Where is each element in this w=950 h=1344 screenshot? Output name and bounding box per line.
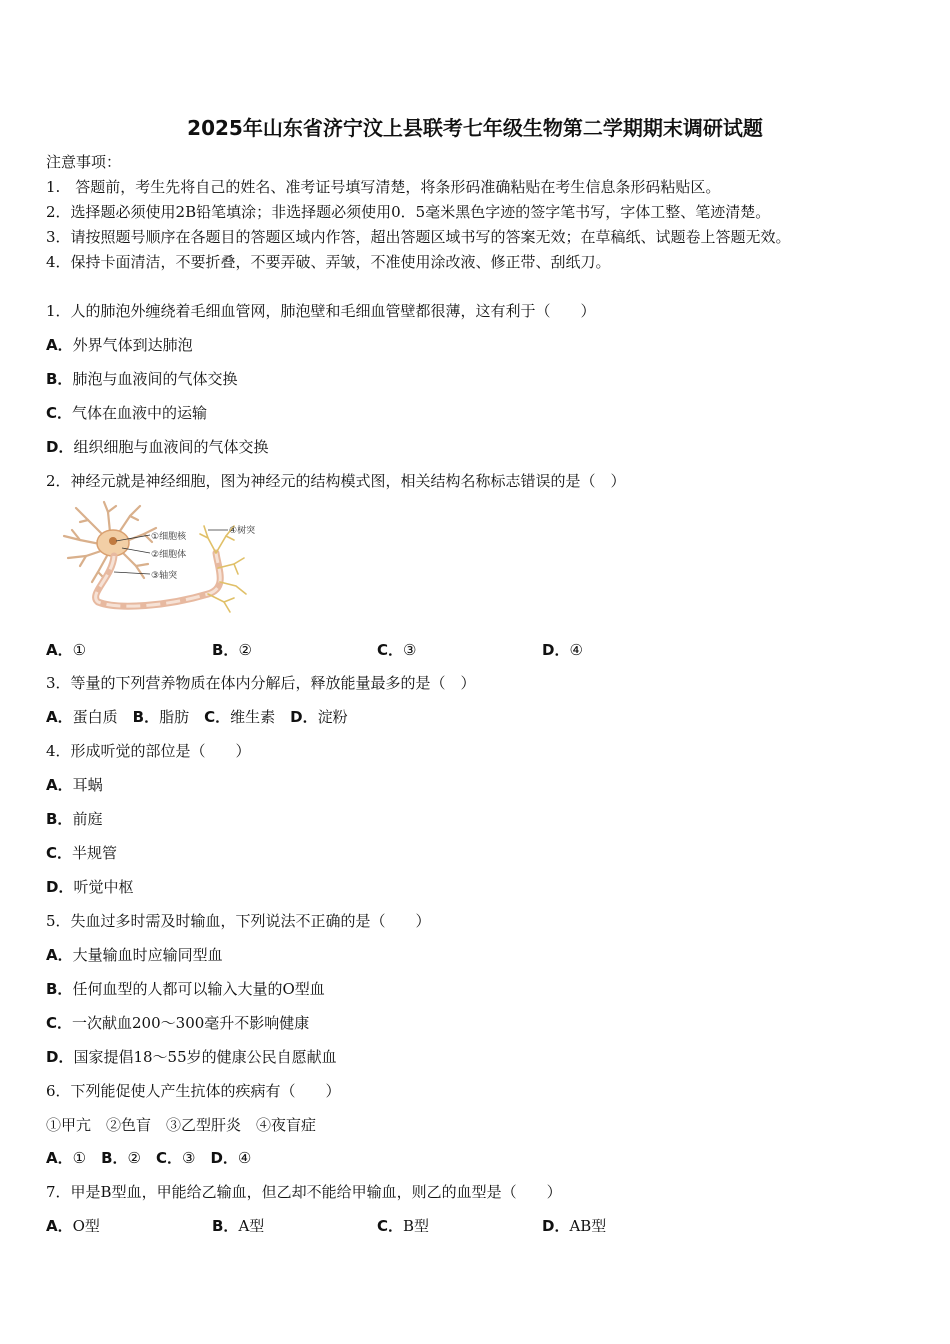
figure-label-cell-body: ②细胞体 [151,550,187,560]
figure-label-dendrite: ④树突 [229,526,256,536]
question-1-option-d: D．组织细胞与血液间的气体交换 [46,438,269,456]
question-5-option-d: D．国家提倡18～55岁的健康公民自愿献血 [46,1048,337,1066]
notes-heading: 注意事项： [46,153,122,171]
question-4-option-b: B．前庭 [46,810,103,828]
question-7-stem: 7．甲是B型血，甲能给乙输血，但乙却不能给甲输血，则乙的血型是（ ） [46,1183,562,1201]
question-6-options: A．① B．② C．③ D．④ [46,1149,252,1167]
question-4-option-c: C．半规管 [46,844,118,862]
question-2-options [46,639,746,659]
question-6-items: ①甲亢 ②色盲 ③乙型肝炎 ④夜盲症 [46,1116,317,1134]
question-7-options [46,1215,746,1235]
question-2-option-b: B．② [212,641,252,659]
neuron-diagram [58,498,278,620]
question-4-option-a: A．耳蜗 [46,776,103,794]
note-item-2: 2．选择题必须使用2B铅笔填涂；非选择题必须使用0．5毫米黑色字迹的签字笔书写，字体工整、笔迹清楚。 [46,203,771,221]
question-1-stem: 1．人的肺泡外缠绕着毛细血管网，肺泡壁和毛细血管壁都很薄，这有利于（ ） [46,302,596,320]
question-2-option-c: C．③ [377,641,417,659]
question-7-option-d: D．AB型 [542,1217,607,1235]
question-1-option-a: A．外界气体到达肺泡 [46,336,193,354]
question-4-option-d: D．听觉中枢 [46,878,134,896]
figure-label-nucleus: ①细胞核 [151,532,187,542]
question-7-option-a: A．O型 [46,1217,100,1235]
page-title: 2025年山东省济宁汶上县联考七年级生物第二学期期末调研试题 [187,116,763,140]
question-5-option-b: B．任何血型的人都可以输入大量的O型血 [46,980,325,998]
question-5-option-a: A．大量输血时应输同型血 [46,946,223,964]
question-3-options: A．蛋白质 B．脂肪 C．维生素 D．淀粉 [46,708,348,726]
question-2-stem: 2．神经元就是神经细胞，图为神经元的结构模式图，相关结构名称标志错误的是（ ） [46,472,626,490]
note-item-4: 4．保持卡面清洁，不要折叠，不要弄破、弄皱，不准使用涂改液、修正带、刮纸刀。 [46,253,611,271]
question-1-option-c: C．气体在血液中的运输 [46,404,208,422]
question-5-option-c: C．一次献血200～300毫升不影响健康 [46,1014,310,1032]
question-7-option-c: C．B型 [377,1217,430,1235]
question-6-stem: 6．下列能促使人产生抗体的疾病有（ ） [46,1082,341,1100]
question-4-stem: 4．形成听觉的部位是（ ） [46,742,251,760]
question-2-option-d: D．④ [542,641,583,659]
question-1-option-b: B．肺泡与血液间的气体交换 [46,370,238,388]
question-5-stem: 5．失血过多时需及时输血，下列说法不正确的是（ ） [46,912,431,930]
note-item-1: 1. 答题前，考生先将自己的姓名、准考证号填写清楚，将条形码准确粘贴在考生信息条形码粘贴区。 [46,178,721,196]
question-7-option-b: B．A型 [212,1217,265,1235]
note-item-3: 3．请按照题号顺序在各题目的答题区域内作答，超出答题区域书写的答案无效；在草稿纸、试题卷上答题无效。 [46,228,791,246]
figure-label-axon: ③轴突 [151,571,178,581]
question-2-option-a: A．① [46,641,87,659]
question-3-stem: 3．等量的下列营养物质在体内分解后，释放能量最多的是（ ） [46,674,476,692]
